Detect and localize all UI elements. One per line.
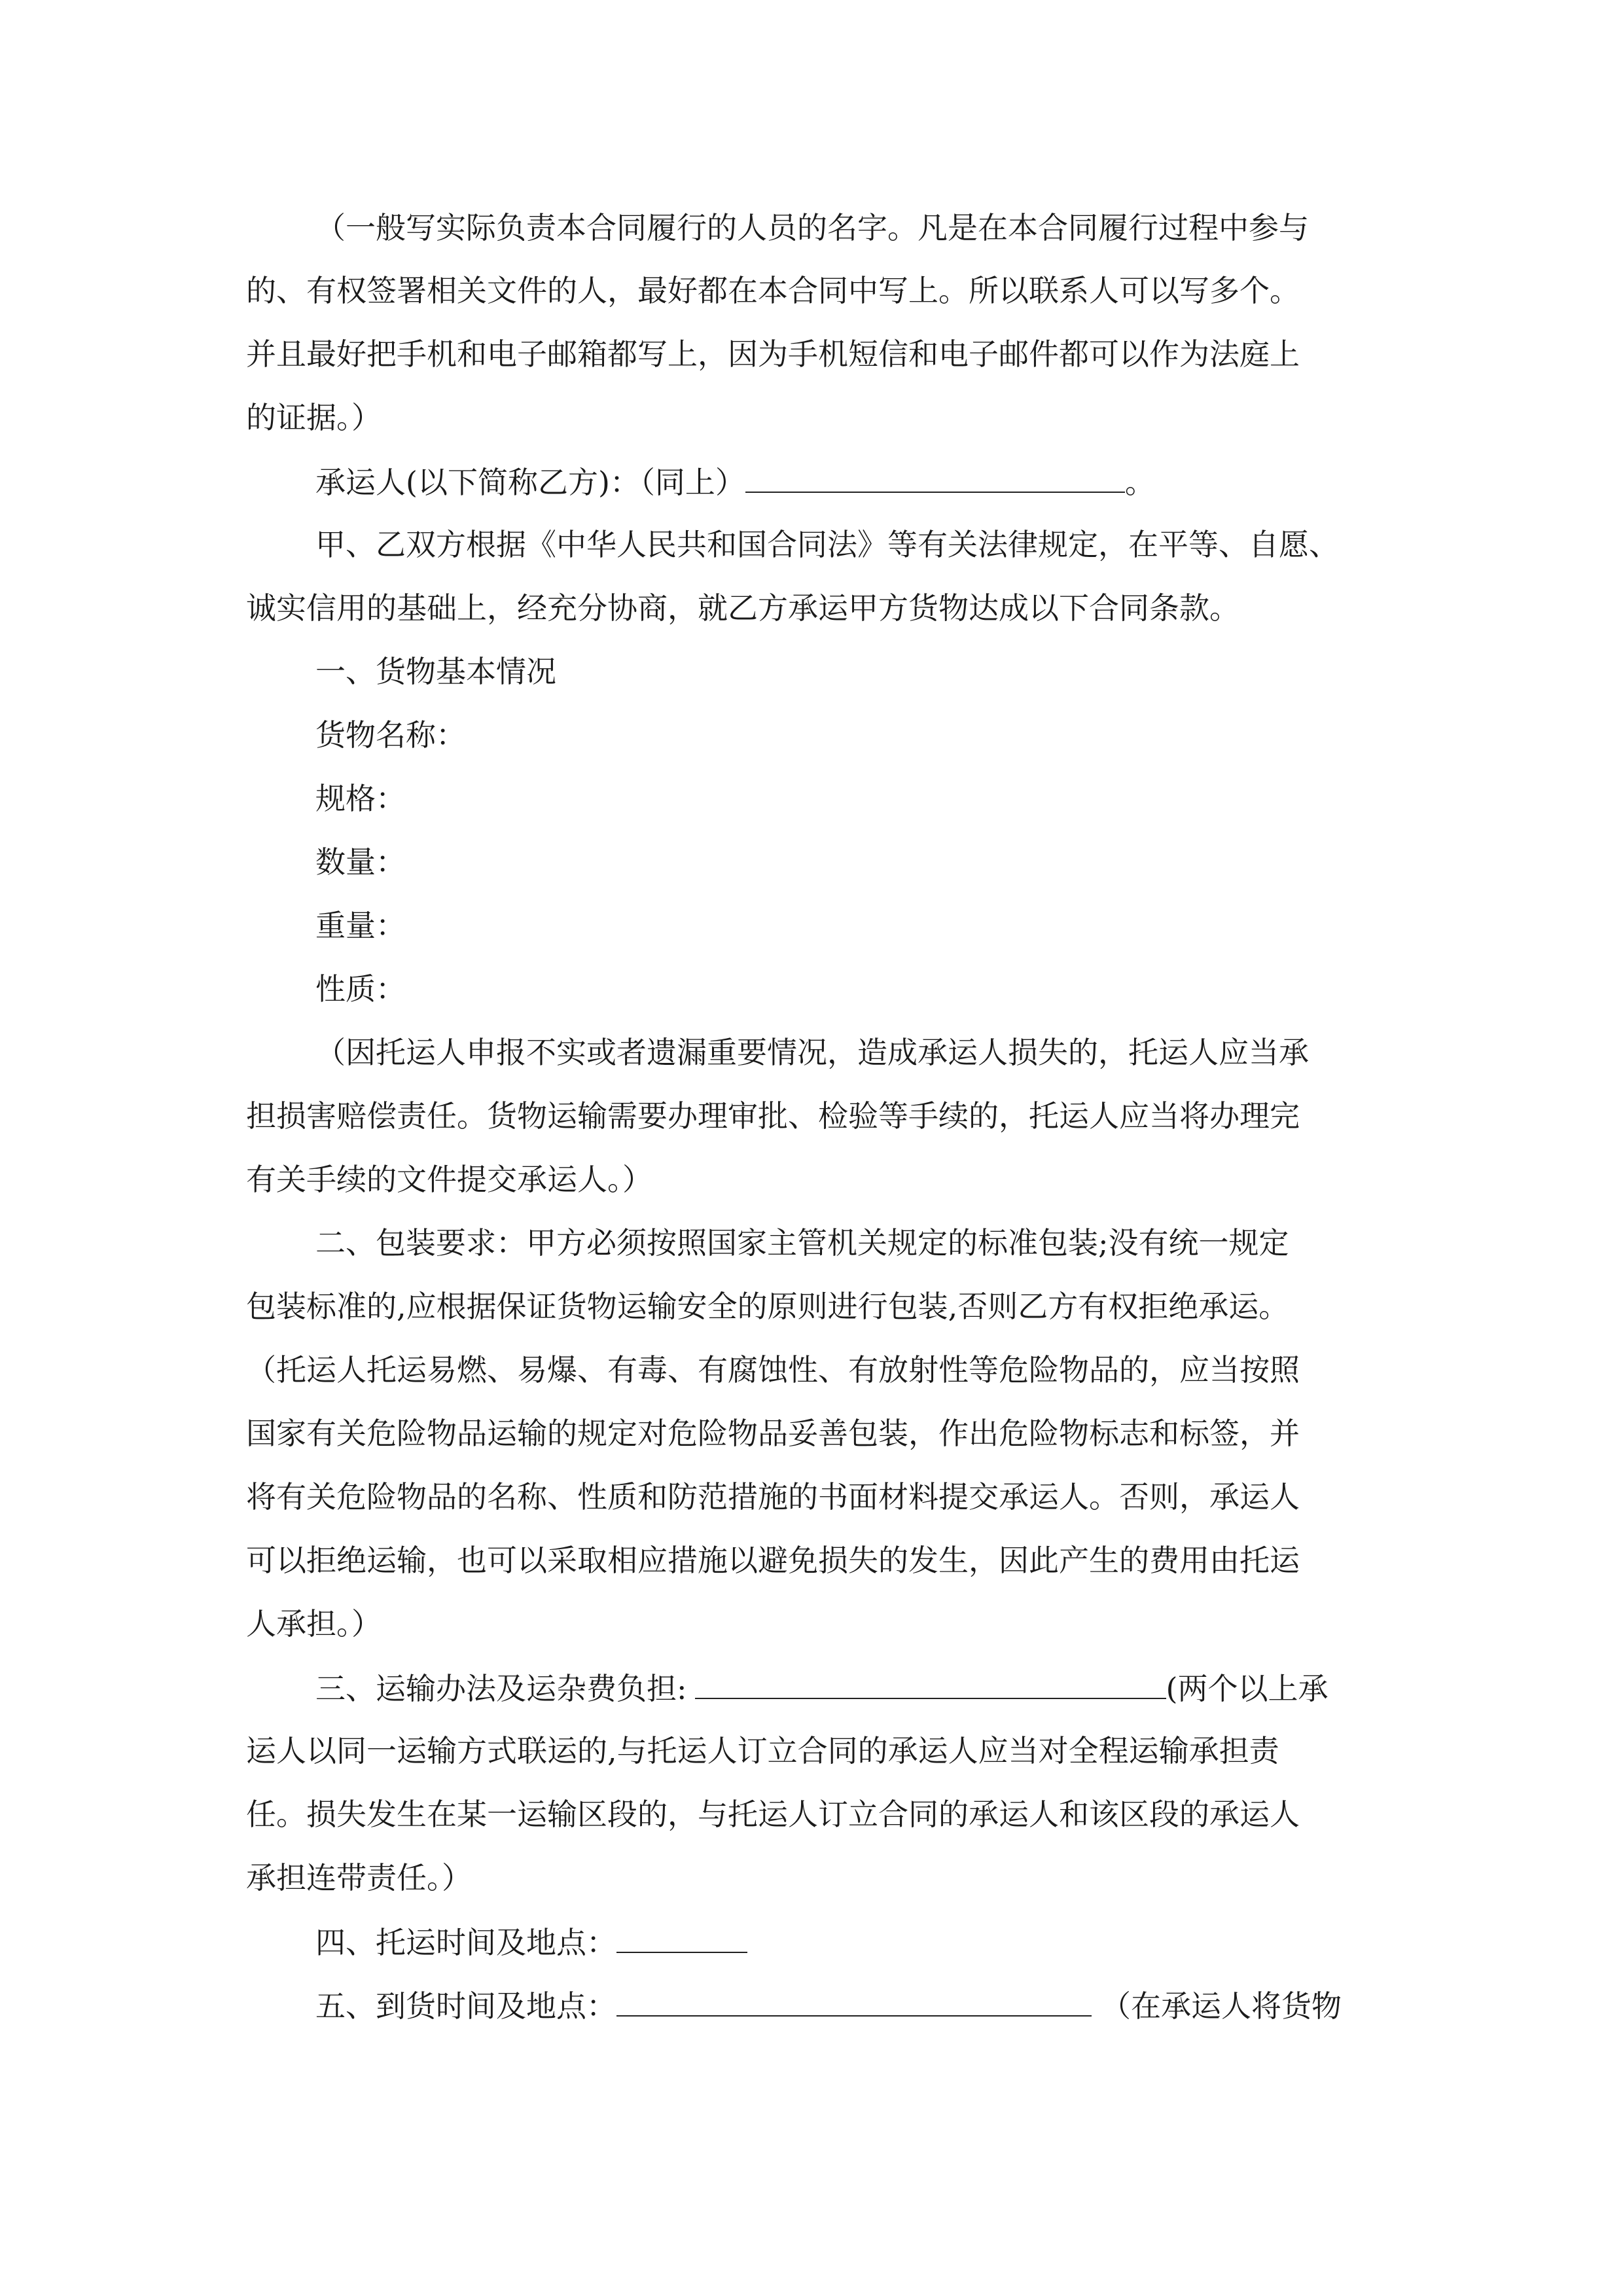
paragraph-line [246, 1858, 472, 1897]
paragraph-line [246, 334, 1300, 374]
paragraph-line [315, 208, 1309, 247]
field-label [315, 779, 406, 818]
consign-time-line [315, 1922, 747, 1962]
paragraph-line [246, 1350, 1300, 1390]
paragraph-line [246, 398, 382, 437]
line-text: 国家有关危险物品运输的规定对危险物品妥善包装，作出危险物标志和标签，并 [246, 1416, 1300, 1451]
line-text: 担损害赔偿责任。货物运输需要办理审批、检验等手续的，托运人应当将办理完 [246, 1098, 1300, 1134]
field-label [315, 906, 406, 945]
line-text: 货物名称： [315, 717, 466, 753]
paragraph-line [315, 1033, 1309, 1072]
field-label [315, 969, 406, 1009]
line-text: 运人以同一运输方式联运的,与托运人订立合同的承运人应当对全程运输承担责 [246, 1733, 1279, 1768]
line-text: 甲、乙双方根据《中华人民共和国合同法》等有关法律规定，在平等、自愿、 [315, 527, 1339, 562]
paragraph-line [246, 588, 1240, 628]
transport-method-blank [695, 1668, 1166, 1699]
line-text: 将有关危险物品的名称、性质和防范措施的书面材料提交承运人。否则，承运人 [246, 1479, 1300, 1515]
line-text: （一般写实际负责本合同履行的人员的名字。凡是在本合同履行过程中参与 [315, 210, 1309, 245]
line-text: 包装标准的,应根据保证货物运输安全的原则进行包装,否则乙方有权拒绝承运。 [246, 1289, 1289, 1324]
carrier-name-blank [745, 461, 1125, 493]
line-text: 的证据。） [246, 400, 382, 435]
line-text: (两个以上承 [1166, 1671, 1329, 1706]
field-label [315, 715, 466, 755]
paragraph-line [246, 1541, 1300, 1580]
line-text: （在承运人将货物 [1101, 1988, 1342, 2024]
paragraph-line [246, 1795, 1300, 1834]
transport-method-line [315, 1668, 1328, 1708]
paragraph-line [315, 1223, 1289, 1263]
field-label [315, 842, 406, 882]
section-heading [315, 652, 556, 691]
line-text: 并且最好把手机和电子邮箱都写上，因为手机短信和电子邮件都可以作为法庭上 [246, 336, 1300, 372]
line-text: 五、到货时间及地点： [315, 1988, 616, 2024]
line-text: 人承担。） [246, 1606, 382, 1641]
paragraph-line [246, 1096, 1300, 1136]
paragraph-line [246, 1477, 1300, 1516]
arrival-time-line [315, 1985, 1342, 2026]
paragraph-line [246, 271, 1300, 310]
line-text: 有关手续的文件提交承运人。） [246, 1162, 652, 1197]
line-text: 承担连带责任。） [246, 1860, 472, 1895]
line-text: 二、包装要求：甲方必须按照国家主管机关规定的标准包装;没有统一规定 [315, 1225, 1289, 1261]
line-text: 的、有权签署相关文件的人，最好都在本合同中写上。所以联系人可以写多个。 [246, 273, 1300, 308]
line-text: 四、托运时间及地点： [315, 1925, 616, 1960]
paragraph-line [246, 1287, 1289, 1326]
line-text: 可以拒绝运输，也可以采取相应措施以避免损失的发生，因此产生的费用由托运 [246, 1543, 1300, 1578]
line-text: 。 [1124, 465, 1155, 500]
paragraph-line [246, 1160, 652, 1199]
line-text: 性质： [315, 971, 406, 1007]
arrival-time-blank [616, 1985, 1092, 2017]
consign-time-blank [616, 1922, 747, 1953]
carrier-line [315, 461, 1155, 502]
line-text: 重量： [315, 908, 406, 943]
line-text: 诚实信用的基础上，经充分协商，就乙方承运甲方货物达成以下合同条款。 [246, 590, 1240, 626]
line-text: 三、运输办法及运杂费负担: [315, 1671, 687, 1706]
line-text: 规格： [315, 781, 406, 816]
line-text: 承运人(以下简称乙方)：（同上） [315, 465, 745, 500]
paragraph-line [246, 1414, 1300, 1453]
paragraph-line [246, 1604, 382, 1643]
line-text: 一、货物基本情况 [315, 654, 556, 689]
line-text: （因托运人申报不实或者遗漏重要情况，造成承运人损失的，托运人应当承 [315, 1035, 1309, 1070]
paragraph-line [246, 1731, 1279, 1770]
line-text: 任。损失发生在某一运输区段的，与托运人订立合同的承运人和该区段的承运人 [246, 1797, 1300, 1832]
line-text: （托运人托运易燃、易爆、有毒、有腐蚀性、有放射性等危险物品的，应当按照 [246, 1352, 1300, 1388]
line-text: 数量： [315, 844, 406, 880]
paragraph-line [315, 525, 1339, 564]
